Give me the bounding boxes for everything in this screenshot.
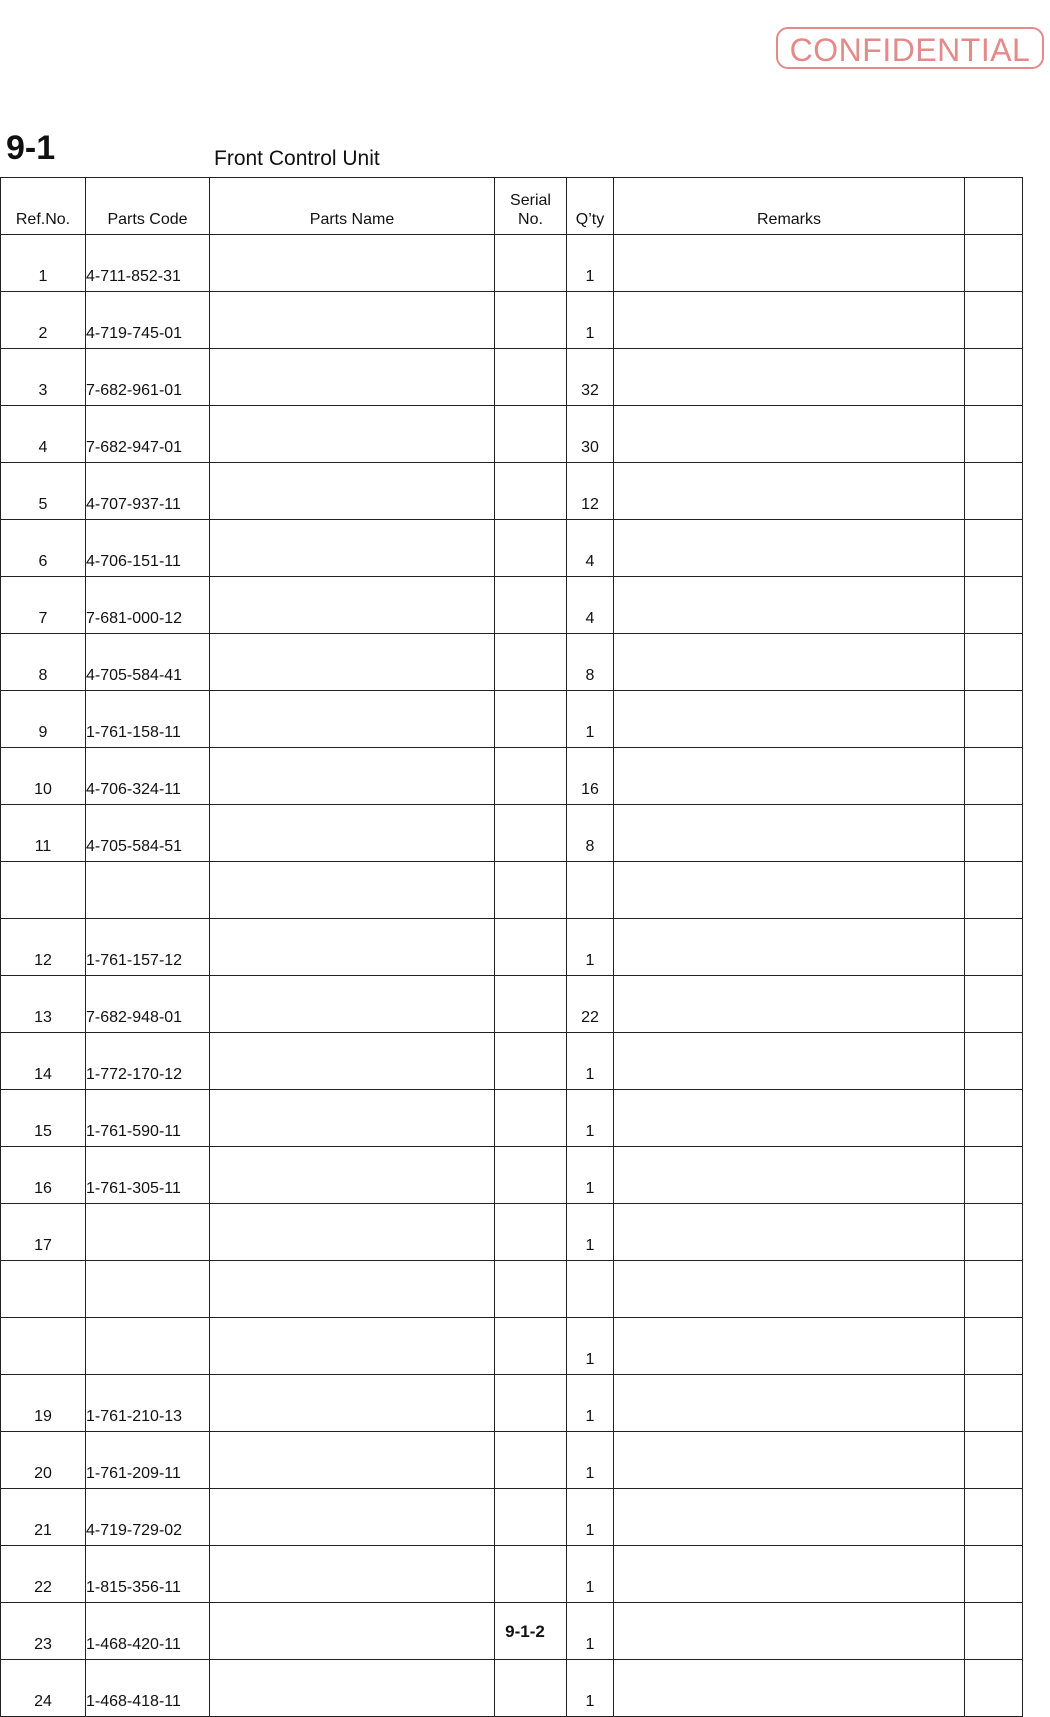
table-row — [1, 292, 1023, 349]
header-ref-no: Ref.No. — [1, 178, 86, 235]
cell-remarks — [614, 292, 965, 349]
cell-serial-no — [495, 1033, 567, 1090]
cell-qty: 8 — [567, 634, 614, 691]
cell-qty: 4 — [567, 520, 614, 577]
cell-qty: 22 — [567, 976, 614, 1033]
cell-parts-name — [210, 1546, 495, 1603]
cell-extra — [965, 805, 1023, 862]
cell-ref-no: 19 — [1, 1375, 86, 1432]
cell-remarks — [614, 1318, 965, 1375]
table-row — [1, 1489, 1023, 1546]
cell-remarks — [614, 520, 965, 577]
cell-extra — [965, 748, 1023, 805]
cell-parts-code: 7-682-948-01 — [86, 976, 210, 1033]
cell-qty: 32 — [567, 349, 614, 406]
table-row — [1, 634, 1023, 691]
cell-ref-no: 2 — [1, 292, 86, 349]
cell-parts-code: 7-682-961-01 — [86, 349, 210, 406]
cell-parts-code: 1-761-305-11 — [86, 1147, 210, 1204]
cell-parts-name — [210, 976, 495, 1033]
cell-extra — [965, 691, 1023, 748]
cell-serial-no — [495, 349, 567, 406]
cell-ref-no: 15 — [1, 1090, 86, 1147]
cell-qty: 4 — [567, 577, 614, 634]
cell-parts-code: 7-682-947-01 — [86, 406, 210, 463]
cell-ref-no: 10 — [1, 748, 86, 805]
cell-extra — [965, 463, 1023, 520]
cell-ref-no: 14 — [1, 1033, 86, 1090]
cell-serial-no — [495, 976, 567, 1033]
cell-parts-code — [86, 862, 210, 919]
cell-ref-no — [1, 1261, 86, 1318]
cell-ref-no: 1 — [1, 235, 86, 292]
cell-serial-no — [495, 1261, 567, 1318]
cell-extra — [965, 1261, 1023, 1318]
cell-serial-no — [495, 406, 567, 463]
cell-parts-name — [210, 1432, 495, 1489]
cell-parts-code: 1-468-418-11 — [86, 1660, 210, 1717]
cell-remarks — [614, 1432, 965, 1489]
cell-serial-no — [495, 1660, 567, 1717]
cell-remarks — [614, 406, 965, 463]
cell-parts-code — [86, 1204, 210, 1261]
cell-ref-no — [1, 1318, 86, 1375]
cell-ref-no: 9 — [1, 691, 86, 748]
cell-ref-no: 24 — [1, 1660, 86, 1717]
cell-extra — [965, 1147, 1023, 1204]
table-row — [1, 577, 1023, 634]
cell-parts-name — [210, 520, 495, 577]
cell-serial-no — [495, 463, 567, 520]
cell-extra — [965, 520, 1023, 577]
cell-parts-name — [210, 1090, 495, 1147]
cell-parts-code — [86, 1261, 210, 1318]
cell-remarks — [614, 634, 965, 691]
cell-remarks — [614, 1147, 965, 1204]
parts-table-body — [1, 235, 1023, 1717]
cell-parts-name — [210, 349, 495, 406]
cell-extra — [965, 577, 1023, 634]
cell-serial-no — [495, 862, 567, 919]
table-row — [1, 406, 1023, 463]
cell-remarks — [614, 1261, 965, 1318]
cell-qty: 1 — [567, 919, 614, 976]
table-row — [1, 1432, 1023, 1489]
cell-serial-no — [495, 1147, 567, 1204]
cell-extra — [965, 976, 1023, 1033]
cell-qty — [567, 1261, 614, 1318]
table-row — [1, 1660, 1023, 1717]
cell-parts-name — [210, 463, 495, 520]
section-title: Front Control Unit — [214, 147, 380, 170]
cell-qty: 1 — [567, 292, 614, 349]
cell-extra — [965, 1489, 1023, 1546]
cell-qty: 1 — [567, 1033, 614, 1090]
cell-remarks — [614, 976, 965, 1033]
table-row — [1, 805, 1023, 862]
cell-parts-name — [210, 1204, 495, 1261]
cell-qty: 30 — [567, 406, 614, 463]
table-row — [1, 976, 1023, 1033]
cell-ref-no: 4 — [1, 406, 86, 463]
cell-remarks — [614, 577, 965, 634]
table-row — [1, 1090, 1023, 1147]
cell-parts-name — [210, 862, 495, 919]
cell-serial-no — [495, 634, 567, 691]
cell-parts-code: 4-711-852-31 — [86, 235, 210, 292]
cell-qty: 1 — [567, 1090, 614, 1147]
cell-serial-no — [495, 1432, 567, 1489]
cell-serial-no — [495, 520, 567, 577]
header-parts-code: Parts Code — [86, 178, 210, 235]
table-row — [1, 1375, 1023, 1432]
cell-qty: 1 — [567, 1375, 614, 1432]
cell-extra — [965, 235, 1023, 292]
cell-serial-no — [495, 1204, 567, 1261]
table-row — [1, 691, 1023, 748]
cell-remarks — [614, 1090, 965, 1147]
cell-serial-no — [495, 691, 567, 748]
cell-parts-code: 1-761-209-11 — [86, 1432, 210, 1489]
section-number: 9-1 — [6, 129, 56, 167]
cell-ref-no: 8 — [1, 634, 86, 691]
cell-qty: 1 — [567, 1489, 614, 1546]
cell-ref-no: 17 — [1, 1204, 86, 1261]
cell-remarks — [614, 1660, 965, 1717]
cell-qty: 1 — [567, 1660, 614, 1717]
cell-parts-name — [210, 634, 495, 691]
cell-remarks — [614, 1375, 965, 1432]
cell-extra — [965, 292, 1023, 349]
cell-qty: 1 — [567, 1603, 614, 1660]
cell-parts-name — [210, 292, 495, 349]
cell-serial-no — [495, 235, 567, 292]
cell-ref-no: 16 — [1, 1147, 86, 1204]
cell-ref-no: 23 — [1, 1603, 86, 1660]
cell-parts-code: 4-705-584-41 — [86, 634, 210, 691]
parts-table — [0, 177, 1023, 1717]
table-row — [1, 520, 1023, 577]
cell-parts-name — [210, 1033, 495, 1090]
cell-ref-no: 21 — [1, 1489, 86, 1546]
cell-remarks — [614, 463, 965, 520]
cell-serial-no — [495, 1489, 567, 1546]
cell-parts-name — [210, 748, 495, 805]
cell-parts-name — [210, 691, 495, 748]
cell-parts-code: 4-707-937-11 — [86, 463, 210, 520]
cell-parts-code: 1-761-158-11 — [86, 691, 210, 748]
cell-ref-no — [1, 862, 86, 919]
cell-qty: 1 — [567, 1318, 614, 1375]
cell-parts-name — [210, 805, 495, 862]
cell-serial-no — [495, 1375, 567, 1432]
cell-ref-no: 6 — [1, 520, 86, 577]
cell-serial-no — [495, 577, 567, 634]
confidential-stamp: CONFIDENTIAL — [776, 27, 1044, 69]
cell-qty: 16 — [567, 748, 614, 805]
table-row — [1, 1033, 1023, 1090]
cell-parts-code: 1-761-157-12 — [86, 919, 210, 976]
cell-extra — [965, 1546, 1023, 1603]
cell-qty: 8 — [567, 805, 614, 862]
header-parts-name: Parts Name — [210, 178, 495, 235]
table-row — [1, 1147, 1023, 1204]
cell-qty: 1 — [567, 1546, 614, 1603]
table-row — [1, 1204, 1023, 1261]
cell-parts-code: 4-719-745-01 — [86, 292, 210, 349]
cell-parts-name — [210, 1261, 495, 1318]
table-row — [1, 1546, 1023, 1603]
cell-extra — [965, 406, 1023, 463]
table-row — [1, 1318, 1023, 1375]
cell-extra — [965, 1318, 1023, 1375]
cell-serial-no — [495, 1318, 567, 1375]
cell-parts-name — [210, 1147, 495, 1204]
cell-parts-code: 4-706-151-11 — [86, 520, 210, 577]
cell-parts-code — [86, 1318, 210, 1375]
cell-ref-no: 11 — [1, 805, 86, 862]
cell-remarks — [614, 919, 965, 976]
cell-remarks — [614, 691, 965, 748]
cell-parts-code: 4-705-584-51 — [86, 805, 210, 862]
cell-parts-code: 1-761-210-13 — [86, 1375, 210, 1432]
cell-remarks — [614, 349, 965, 406]
cell-qty: 1 — [567, 1432, 614, 1489]
cell-parts-name — [210, 406, 495, 463]
cell-extra — [965, 1204, 1023, 1261]
cell-serial-no — [495, 919, 567, 976]
cell-remarks — [614, 805, 965, 862]
header-qty: Q’ty — [567, 178, 614, 235]
cell-remarks — [614, 1204, 965, 1261]
page-number: 9-1-2 — [505, 1622, 545, 1641]
header-serial-no — [495, 178, 567, 235]
header-remarks: Remarks — [614, 178, 965, 235]
cell-remarks — [614, 862, 965, 919]
cell-extra — [965, 634, 1023, 691]
header-serial-line1: Serial — [510, 192, 551, 209]
cell-extra — [965, 1375, 1023, 1432]
cell-parts-code: 1-468-420-11 — [86, 1603, 210, 1660]
cell-serial-no — [495, 1090, 567, 1147]
cell-serial-no — [495, 292, 567, 349]
header-serial-line2: No. — [518, 211, 543, 228]
cell-qty: 1 — [567, 691, 614, 748]
cell-ref-no: 3 — [1, 349, 86, 406]
table-row — [1, 349, 1023, 406]
cell-remarks — [614, 1489, 965, 1546]
table-row — [1, 748, 1023, 805]
cell-extra — [965, 1660, 1023, 1717]
cell-qty — [567, 862, 614, 919]
cell-parts-name — [210, 235, 495, 292]
cell-qty: 12 — [567, 463, 614, 520]
cell-remarks — [614, 748, 965, 805]
cell-extra — [965, 1432, 1023, 1489]
cell-extra — [965, 862, 1023, 919]
cell-parts-code: 7-681-000-12 — [86, 577, 210, 634]
cell-remarks — [614, 1033, 965, 1090]
cell-ref-no: 20 — [1, 1432, 86, 1489]
cell-parts-code: 1-772-170-12 — [86, 1033, 210, 1090]
cell-parts-name — [210, 577, 495, 634]
cell-serial-no — [495, 1546, 567, 1603]
cell-serial-no — [495, 805, 567, 862]
cell-ref-no: 22 — [1, 1546, 86, 1603]
header-extra — [965, 178, 1023, 235]
cell-parts-name — [210, 919, 495, 976]
table-row — [1, 919, 1023, 976]
cell-qty: 1 — [567, 1204, 614, 1261]
cell-remarks — [614, 235, 965, 292]
cell-parts-name — [210, 1375, 495, 1432]
cell-parts-name — [210, 1318, 495, 1375]
table-row — [1, 463, 1023, 520]
cell-parts-code: 1-815-356-11 — [86, 1546, 210, 1603]
table-header-row — [1, 178, 1023, 235]
cell-serial-no — [495, 748, 567, 805]
cell-qty: 1 — [567, 1147, 614, 1204]
cell-ref-no: 13 — [1, 976, 86, 1033]
cell-parts-code: 4-719-729-02 — [86, 1489, 210, 1546]
cell-parts-code: 1-761-590-11 — [86, 1090, 210, 1147]
table-row — [1, 1261, 1023, 1318]
table-row — [1, 862, 1023, 919]
cell-remarks — [614, 1546, 965, 1603]
cell-extra — [965, 919, 1023, 976]
cell-ref-no: 5 — [1, 463, 86, 520]
cell-ref-no: 7 — [1, 577, 86, 634]
cell-extra — [965, 349, 1023, 406]
cell-parts-name — [210, 1489, 495, 1546]
table-row — [1, 235, 1023, 292]
cell-qty: 1 — [567, 235, 614, 292]
cell-ref-no: 12 — [1, 919, 86, 976]
cell-extra — [965, 1033, 1023, 1090]
cell-parts-name — [210, 1660, 495, 1717]
cell-parts-code: 4-706-324-11 — [86, 748, 210, 805]
cell-extra — [965, 1090, 1023, 1147]
